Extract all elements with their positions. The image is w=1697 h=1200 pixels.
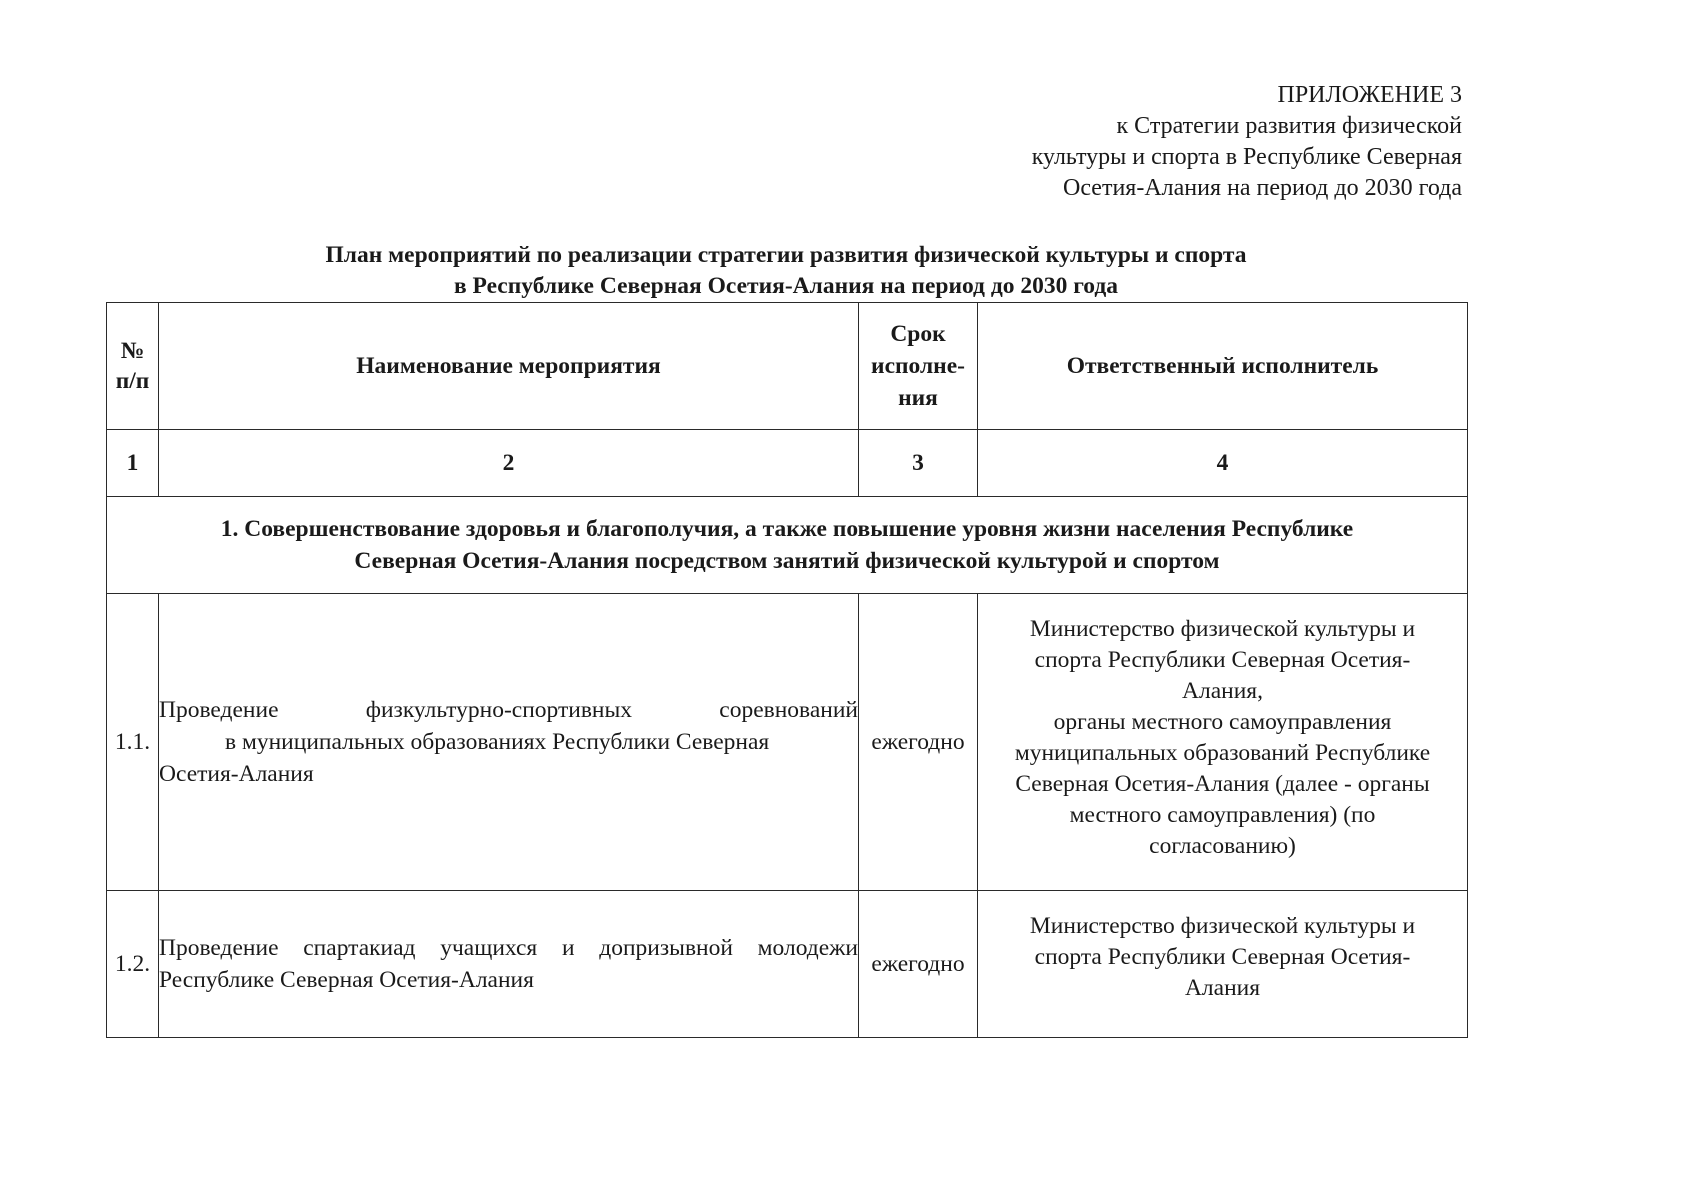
column-number: 1 xyxy=(107,430,159,497)
table-row xyxy=(107,594,1468,891)
row-number: 1.1. xyxy=(107,594,159,891)
executor-line: органы местного самоуправления xyxy=(1053,709,1392,735)
executor-line: местного самоуправления) (по xyxy=(1069,802,1376,828)
column-number: 4 xyxy=(978,430,1468,497)
appendix-line: ПРИЛОЖЕНИЕ 3 xyxy=(1277,82,1462,108)
action-plan-table xyxy=(106,302,1468,1038)
event-executor xyxy=(978,594,1468,891)
column-number: 2 xyxy=(159,430,859,497)
event-name xyxy=(159,594,859,891)
event-name-line: Осетия-Алания xyxy=(159,761,314,787)
executor-line: Алания, xyxy=(1182,678,1263,704)
document-title xyxy=(106,240,1466,302)
title-line: План мероприятий по реализации стратегии развития физической культуры и спорта xyxy=(325,242,1247,268)
row-number: 1.2. xyxy=(107,891,159,1038)
executor-line: Алания xyxy=(1184,975,1261,1001)
section-row xyxy=(107,497,1468,594)
header-term-line: ния xyxy=(898,385,938,411)
appendix-line: к Стратегии развития физической xyxy=(1116,113,1462,139)
section-title xyxy=(107,497,1468,594)
header-name: Наименование мероприятия xyxy=(159,303,859,430)
executor-line: спорта Республики Северная Осетия- xyxy=(1034,647,1411,673)
executor-line: спорта Республики Северная Осетия- xyxy=(1034,944,1411,970)
appendix-line: Осетия-Алания на период до 2030 года xyxy=(1063,175,1462,201)
appendix-header xyxy=(1032,80,1462,204)
event-name-line: Проведение спартакиад учащихся и допризывной молодежи xyxy=(159,935,858,961)
header-num xyxy=(107,303,159,430)
executor-line: согласованию) xyxy=(1149,833,1296,859)
table-row xyxy=(107,891,1468,1038)
event-name-line: в муниципальных образованиях Республики Северная xyxy=(225,729,770,755)
section-line: 1. Совершенствование здоровья и благополучия, а также повышение уровня жизни населения Республике xyxy=(220,516,1354,542)
header-executor: Ответственный исполнитель xyxy=(978,303,1468,430)
event-term: ежегодно xyxy=(859,891,978,1038)
executor-line: муниципальных образований Республике xyxy=(1014,740,1431,766)
appendix-line: культуры и спорта в Республике Северная xyxy=(1031,144,1462,170)
header-term xyxy=(859,303,978,430)
executor-line: Министерство физической культуры и xyxy=(1029,616,1416,642)
event-name xyxy=(159,891,859,1038)
title-line: в Республике Северная Осетия-Алания на период до 2030 года xyxy=(453,273,1119,299)
header-term-line: Срок xyxy=(890,321,946,347)
table-header-row xyxy=(107,303,1468,430)
event-name-line: Проведение физкультурно-спортивных соревнований xyxy=(159,697,858,723)
column-numbers-row xyxy=(107,430,1468,497)
executor-line: Северная Осетия-Алания (далее - органы xyxy=(1015,771,1430,797)
event-name-line: Республике Северная Осетия-Алания xyxy=(159,967,534,993)
event-term: ежегодно xyxy=(859,594,978,891)
event-executor xyxy=(978,891,1468,1038)
executor-line: Министерство физической культуры и xyxy=(1029,913,1416,939)
section-line: Северная Осетия-Алания посредством занятий физической культурой и спортом xyxy=(354,548,1220,574)
header-term-line: исполне- xyxy=(871,353,965,379)
header-num-line: п/п xyxy=(115,368,150,394)
header-num-line: № xyxy=(120,338,145,364)
column-number: 3 xyxy=(859,430,978,497)
